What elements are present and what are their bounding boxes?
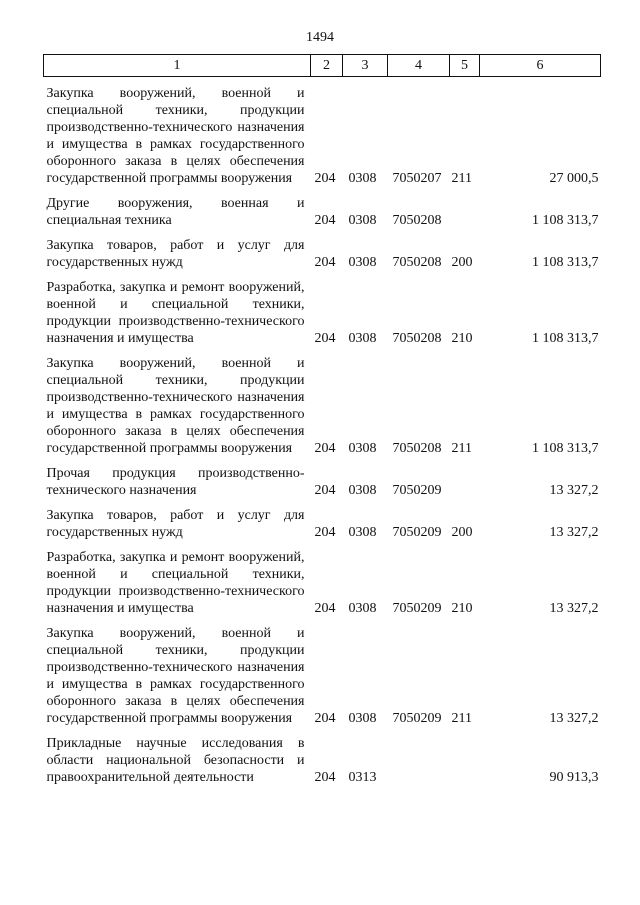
row-target-item: 7050207 <box>392 171 442 186</box>
row-amount: 90 913,3 <box>549 770 599 785</box>
table-row <box>44 727 601 786</box>
table-row <box>44 347 601 457</box>
row-target-item: 7050208 <box>392 331 442 346</box>
row-expense-type: 211 <box>451 441 472 456</box>
row-target-item: 7050208 <box>392 441 442 456</box>
row-code: 204 <box>314 601 336 616</box>
row-code: 204 <box>314 483 336 498</box>
row-code: 204 <box>314 441 336 456</box>
row-target-item: 7050209 <box>392 601 442 616</box>
row-amount: 13 327,2 <box>549 483 599 498</box>
row-code: 204 <box>314 770 336 785</box>
row-target-item: 7050209 <box>392 711 442 726</box>
header-col-3: 3 <box>343 55 388 77</box>
row-section: 0308 <box>348 601 377 616</box>
budget-table <box>43 54 601 786</box>
row-section: 0313 <box>348 770 377 785</box>
row-section: 0308 <box>348 525 377 540</box>
row-name: Закупка вооружений, военной и специальной техники, продукции производственно-технического назначения и имущества в рамках государственного оборонного заказа в целях обеспечения государственной программы вооружения <box>46 86 305 186</box>
row-code: 204 <box>314 711 336 726</box>
row-amount: 1 108 313,7 <box>532 255 599 270</box>
table-row <box>44 187 601 229</box>
header-col-5: 5 <box>450 55 480 77</box>
row-amount: 1 108 313,7 <box>532 441 599 456</box>
table-row <box>44 617 601 727</box>
row-amount: 27 000,5 <box>549 171 599 186</box>
row-expense-type: 210 <box>451 331 473 346</box>
row-target-item: 7050209 <box>392 525 442 540</box>
table-row <box>44 271 601 347</box>
row-code: 204 <box>314 171 336 186</box>
page-number: 1494 <box>306 30 334 45</box>
header-col-2: 2 <box>311 55 343 77</box>
header-col-1: 1 <box>44 55 311 77</box>
row-target-item: 7050208 <box>392 255 442 270</box>
row-name: Закупка вооружений, военной и специальной техники, продукции производственно-технического назначения и имущества в рамках государственного оборонного заказа в целях обеспечения государственной программы вооружения <box>46 626 305 726</box>
table-row <box>44 541 601 617</box>
row-expense-type <box>450 727 480 786</box>
row-amount: 1 108 313,7 <box>532 213 599 228</box>
row-name: Разработка, закупка и ремонт вооружений, военной и специальной техники, продукции производственно-технического назначения и имущества <box>46 550 305 616</box>
row-amount: 13 327,2 <box>549 601 599 616</box>
row-name: Закупка товаров, работ и услуг для государственных нужд <box>46 238 305 270</box>
row-name: Прикладные научные исследования в области национальной безопасности и правоохранительной деятельности <box>46 736 305 785</box>
row-section: 0308 <box>348 171 377 186</box>
row-amount: 13 327,2 <box>549 711 599 726</box>
row-target-item <box>388 727 450 786</box>
table-header <box>44 55 601 77</box>
row-section: 0308 <box>348 331 377 346</box>
table-body <box>44 77 601 787</box>
row-section: 0308 <box>348 711 377 726</box>
row-target-item: 7050209 <box>392 483 442 498</box>
row-expense-type <box>450 457 480 499</box>
row-name: Другие вооружения, военная и специальная техника <box>46 196 305 228</box>
row-name: Закупка товаров, работ и услуг для государственных нужд <box>46 508 305 540</box>
row-expense-type: 211 <box>451 171 472 186</box>
row-target-item: 7050208 <box>392 213 442 228</box>
row-section: 0308 <box>348 441 377 456</box>
header-col-4: 4 <box>388 55 450 77</box>
row-section: 0308 <box>348 255 377 270</box>
row-amount: 1 108 313,7 <box>532 331 599 346</box>
row-section: 0308 <box>348 483 377 498</box>
table-row <box>44 229 601 271</box>
row-code: 204 <box>314 213 336 228</box>
row-name: Разработка, закупка и ремонт вооружений, военной и специальной техники, продукции производственно-технического назначения и имущества <box>46 280 305 346</box>
row-name: Закупка вооружений, военной и специальной техники, продукции производственно-технического назначения и имущества в рамках государственного оборонного заказа в целях обеспечения государственной программы вооружения <box>46 356 305 456</box>
table-row <box>44 77 601 188</box>
row-code: 204 <box>314 331 336 346</box>
row-expense-type: 211 <box>451 711 472 726</box>
row-name: Прочая продукция производственно-технического назначения <box>46 466 305 498</box>
row-section: 0308 <box>348 213 377 228</box>
table-row <box>44 499 601 541</box>
header-col-6: 6 <box>480 55 601 77</box>
row-amount: 13 327,2 <box>549 525 599 540</box>
row-code: 204 <box>314 255 336 270</box>
header-row <box>44 55 601 77</box>
row-expense-type: 210 <box>451 601 473 616</box>
row-expense-type: 200 <box>451 525 473 540</box>
row-expense-type: 200 <box>451 255 473 270</box>
table-row <box>44 457 601 499</box>
row-code: 204 <box>314 525 336 540</box>
row-expense-type <box>450 187 480 229</box>
